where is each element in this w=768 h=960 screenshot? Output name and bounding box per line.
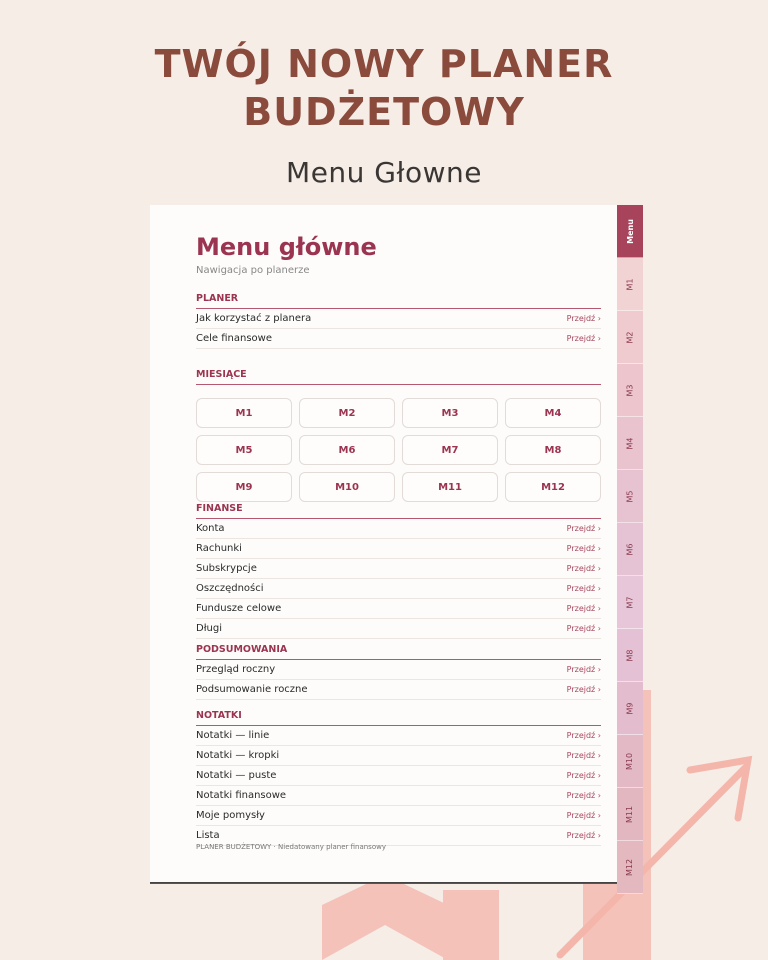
go-link[interactable]: Przejdź › xyxy=(566,831,601,840)
go-link[interactable]: Przejdź › xyxy=(566,791,601,800)
list-item[interactable] xyxy=(196,806,601,826)
month-button-m8[interactable]: M8 xyxy=(505,435,601,465)
list-item[interactable] xyxy=(196,726,601,746)
tab-label: M1 xyxy=(625,278,635,290)
list-item[interactable] xyxy=(196,539,601,559)
list-item[interactable] xyxy=(196,559,601,579)
tab-m9[interactable] xyxy=(617,682,643,735)
tab-m7[interactable] xyxy=(617,576,643,629)
section-notatki xyxy=(196,709,601,846)
go-link[interactable]: Przejdź › xyxy=(566,811,601,820)
section-title: PLANER xyxy=(196,292,601,309)
go-link[interactable]: Przejdź › xyxy=(566,624,601,633)
planner-page xyxy=(150,205,617,883)
tab-label: M2 xyxy=(625,331,635,343)
month-button-m3[interactable]: M3 xyxy=(402,398,498,428)
tab-m5[interactable] xyxy=(617,470,643,523)
go-link[interactable]: Przejdź › xyxy=(566,564,601,573)
item-label: Notatki — kropki xyxy=(196,750,280,761)
tab-menu[interactable] xyxy=(617,205,643,258)
section-title: FINANSE xyxy=(196,502,601,519)
month-button-m2[interactable]: M2 xyxy=(299,398,395,428)
list-item[interactable] xyxy=(196,746,601,766)
month-button-m7[interactable]: M7 xyxy=(402,435,498,465)
side-tabs xyxy=(617,205,643,882)
month-button-m1[interactable]: M1 xyxy=(196,398,292,428)
tab-label: M11 xyxy=(625,805,635,823)
list-item[interactable] xyxy=(196,766,601,786)
tab-m1[interactable] xyxy=(617,258,643,311)
item-label: Moje pomysły xyxy=(196,810,265,821)
month-button-m10[interactable]: M10 xyxy=(299,472,395,502)
go-link[interactable]: Przejdź › xyxy=(566,731,601,740)
list-item[interactable] xyxy=(196,519,601,539)
tab-m3[interactable] xyxy=(617,364,643,417)
item-label: Cele finansowe xyxy=(196,333,273,344)
month-button-m12[interactable]: M12 xyxy=(505,472,601,502)
go-link[interactable]: Przejdź › xyxy=(566,314,601,323)
item-label: Rachunki xyxy=(196,543,242,554)
go-link[interactable]: Przejdź › xyxy=(566,771,601,780)
list-item[interactable] xyxy=(196,329,601,349)
go-link[interactable]: Przejdź › xyxy=(566,665,601,674)
list-item[interactable] xyxy=(196,309,601,329)
tab-m11[interactable] xyxy=(617,788,643,841)
section-months xyxy=(196,368,601,385)
tab-label: M10 xyxy=(625,752,635,770)
section-podsumowania xyxy=(196,643,601,700)
subtitle: Menu Głowne xyxy=(286,156,482,189)
headline xyxy=(0,40,768,136)
go-link[interactable]: Przejdź › xyxy=(566,685,601,694)
section-title: PODSUMOWANIA xyxy=(196,643,601,660)
tab-label: M4 xyxy=(625,437,635,449)
list-item[interactable] xyxy=(196,786,601,806)
tab-label: Menu xyxy=(625,218,635,244)
tab-m10[interactable] xyxy=(617,735,643,788)
tab-m12[interactable] xyxy=(617,841,643,894)
section-title: MIESIĄCE xyxy=(196,368,601,385)
list-item[interactable] xyxy=(196,579,601,599)
month-button-m4[interactable]: M4 xyxy=(505,398,601,428)
month-button-m11[interactable]: M11 xyxy=(402,472,498,502)
item-label: Oszczędności xyxy=(196,583,264,594)
item-label: Konta xyxy=(196,523,225,534)
item-label: Przegląd roczny xyxy=(196,664,276,675)
tab-label: M3 xyxy=(625,384,635,396)
go-link[interactable]: Przejdź › xyxy=(566,584,601,593)
item-label: Fundusze celowe xyxy=(196,603,282,614)
item-label: Subskrypcje xyxy=(196,563,257,574)
month-button-m6[interactable]: M6 xyxy=(299,435,395,465)
item-label: Notatki — puste xyxy=(196,770,277,781)
go-link[interactable]: Przejdź › xyxy=(566,604,601,613)
tab-label: M5 xyxy=(625,490,635,502)
item-label: Lista xyxy=(196,830,220,841)
go-link[interactable]: Przejdź › xyxy=(566,524,601,533)
item-label: Notatki finansowe xyxy=(196,790,287,801)
page-subtitle: Nawigacja po planerze xyxy=(196,265,310,276)
go-link[interactable]: Przejdź › xyxy=(566,544,601,553)
list-item[interactable] xyxy=(196,660,601,680)
tab-label: M8 xyxy=(625,649,635,661)
tab-m2[interactable] xyxy=(617,311,643,364)
item-label: Jak korzystać z planera xyxy=(196,313,312,324)
tab-m8[interactable] xyxy=(617,629,643,682)
tab-label: M7 xyxy=(625,596,635,608)
item-label: Notatki — linie xyxy=(196,730,270,741)
page-title: Menu główne xyxy=(196,233,377,261)
month-button-m9[interactable]: M9 xyxy=(196,472,292,502)
headline-line-1: TWÓJ NOWY PLANER xyxy=(154,42,614,86)
months-grid xyxy=(196,398,602,502)
go-link[interactable]: Przejdź › xyxy=(566,334,601,343)
section-planer xyxy=(196,292,601,349)
list-item[interactable] xyxy=(196,680,601,700)
tab-label: M9 xyxy=(625,702,635,714)
item-label: Podsumowanie roczne xyxy=(196,684,308,695)
page-footer: PLANER BUDŻETOWY · Niedatowany planer finansowy xyxy=(196,843,386,851)
tab-label: M6 xyxy=(625,543,635,555)
list-item[interactable] xyxy=(196,599,601,619)
go-link[interactable]: Przejdź › xyxy=(566,751,601,760)
month-button-m5[interactable]: M5 xyxy=(196,435,292,465)
section-finanse xyxy=(196,502,601,639)
section-title: NOTATKI xyxy=(196,709,601,726)
headline-line-2: BUDŻETOWY xyxy=(243,90,525,134)
tab-m4[interactable] xyxy=(617,417,643,470)
tab-m6[interactable] xyxy=(617,523,643,576)
list-item[interactable] xyxy=(196,619,601,639)
tab-label: M12 xyxy=(625,858,635,876)
item-label: Długi xyxy=(196,623,223,634)
